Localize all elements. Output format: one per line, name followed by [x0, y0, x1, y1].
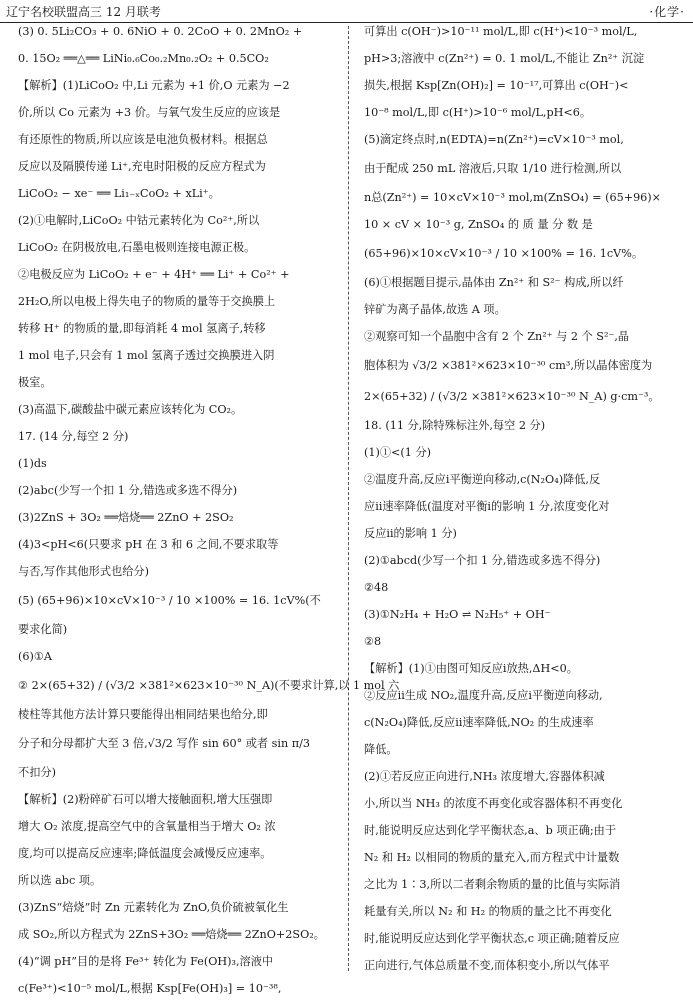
- text-line: 极室。: [18, 376, 52, 389]
- formula-line: (65+96)×10×cV×10⁻³ / 10 ×100% = 16. 1cV%。: [364, 247, 644, 260]
- text-line: 10⁻⁸ mol/L,即 c(H⁺)>10⁻⁶ mol/L,pH<6。: [364, 106, 592, 119]
- text-line: 2H₂O,所以电极上得失电子的物质的量等于交换膜上: [18, 295, 276, 308]
- text-line: 0. 15O₂ ══△══ LiNi₀.₆Co₀.₂Mn₀.₂O₂ + 0.5CO₂: [18, 52, 269, 65]
- text-line: 应ⅱ速率降低(温度对平衡ⅰ的影响 1 分,浓度变化对: [364, 500, 610, 513]
- text-line: (3) 0. 5Li₂CO₃ + 0. 6NiO + 0. 2CoO + 0. 2MnO₂ +: [18, 25, 303, 38]
- text-line: ②观察可知一个晶胞中含有 2 个 Zn²⁺ 与 2 个 S²⁻,晶: [364, 330, 630, 343]
- text-line: 反应ⅱ的影响 1 分): [364, 527, 457, 540]
- text-line: 【解析】(1)①由图可知反应ⅰ放热,ΔH<0。: [364, 662, 578, 675]
- text-line: 度,均可以提高反应速率;降低温度会减慢反应速率。: [18, 847, 272, 860]
- text-line: 价,所以 Co 元素为 +3 价。与氧气发生反应的应该是: [18, 106, 281, 119]
- text-line: c(N₂O₄)降低,反应ⅱ速率降低,NO₂ 的生成速率: [364, 716, 594, 729]
- text-line: 有还原性的物质,所以应该是电池负极材料。根据总: [18, 133, 268, 146]
- text-line: 与否,写作其他形式也给分): [18, 565, 149, 578]
- right-column: [364, 24, 674, 985]
- text-line: (2)①abcd(少写一个扣 1 分,错选或多选不得分): [364, 554, 601, 567]
- text-line: 【解析】(1)LiCoO₂ 中,Li 元素为 +1 价,O 元素为 −2: [18, 79, 290, 92]
- text-line: 10 × cV × 10⁻³ g, ZnSO₄ 的 质 量 分 数 是: [364, 218, 593, 231]
- text-line: (6)①A: [18, 650, 52, 663]
- text-line: (6)①根据题目提示,晶体由 Zn²⁺ 和 S²⁻ 构成,所以纤: [364, 276, 624, 289]
- text-line: (2)abc(少写一个扣 1 分,错选或多选不得分): [18, 484, 238, 497]
- text-line: 增大 O₂ 浓度,提高空气中的含氧量相当于增大 O₂ 浓: [18, 820, 276, 833]
- formula-line: 2×(65+32) / (√3/2 ×381²×623×10⁻³⁰ N_A) g·cm⁻³。: [364, 390, 660, 403]
- text-line: 锌矿为离子晶体,故选 A 项。: [364, 303, 506, 316]
- text-line: 反应以及隔膜传递 Li⁺,充电时阳极的反应方程式为: [18, 160, 266, 173]
- text-line: 耗量有关,所以 N₂ 和 H₂ 的物质的量之比不再变化: [364, 905, 612, 918]
- text-line: 不扣分): [18, 766, 56, 779]
- text-line: LiCoO₂ 在阴极放电,石墨电极则连接电源正极。: [18, 241, 256, 254]
- text-line: (1)①<(1 分): [364, 446, 431, 459]
- page-header: [0, 0, 693, 23]
- text-line: (1)ds: [18, 457, 47, 470]
- text-line: 1 mol 电子,只会有 1 mol 氢离子透过交换膜进入阴: [18, 349, 275, 362]
- text-line: 小,所以当 NH₃ 的浓度不再变化或容器体积不再变化: [364, 797, 623, 810]
- text-line: pH>3;溶液中 c(Zn²⁺) = 0. 1 mol/L,不能让 Zn²⁺ 沉淀: [364, 52, 645, 65]
- text-line: ②8: [364, 635, 382, 648]
- text-line: 所以选 abc 项。: [18, 874, 102, 887]
- question-heading: 18. (11 分,除特殊标注外,每空 2 分): [364, 419, 546, 432]
- text-line: 成 SO₂,所以方程式为 2ZnS+3O₂ ══焙烧══ 2ZnO+2SO₂。: [18, 928, 325, 941]
- text-line: (2)①若反应正向进行,NH₃ 浓度增大,容器体积减: [364, 770, 605, 783]
- formula-line: 分子和分母都扩大至 3 倍,√3/2 写作 sin 60° 或者 sin π/3: [18, 737, 311, 750]
- formula-line: ② 2×(65+32) / (√3/2 ×381²×623×10⁻³⁰ N_A)(不要求计算,以 1 mol 六: [18, 679, 400, 692]
- text-line: 损失,根据 Ksp[Zn(OH)₂] = 10⁻¹⁷,可算出 c(OH⁻)<: [364, 79, 629, 92]
- text-line: ②温度升高,反应ⅰ平衡逆向移动,c(N₂O₄)降低,反: [364, 473, 601, 486]
- text-line: 时,能说明反应达到化学平衡状态,a、b 项正确;由于: [364, 824, 617, 837]
- text-line: (5)滴定终点时,n(EDTA)=n(Zn²⁺)=cV×10⁻³ mol,: [364, 133, 624, 146]
- text-line: ②电极反应为 LiCoO₂ + e⁻ + 4H⁺ ══ Li⁺ + Co²⁺ +: [18, 268, 290, 281]
- text-line: 【解析】(2)粉碎矿石可以增大接触面积,增大压强即: [18, 793, 273, 806]
- text-line: ②反应ⅱ生成 NO₂,温度升高,反应ⅰ平衡逆向移动,: [364, 689, 603, 702]
- text-line: (2)①电解时,LiCoO₂ 中钴元素转化为 Co²⁺,所以: [18, 214, 260, 227]
- text-line: n总(Zn²⁺) = 10×cV×10⁻³ mol,m(ZnSO₄) = (65+96)×: [364, 191, 662, 204]
- text-line: 时,能说明反应达到化学平衡状态,c 项正确;随着反应: [364, 932, 620, 945]
- text-line: 降低。: [364, 743, 398, 756]
- text-line: (4)“调 pH”目的是将 Fe³⁺ 转化为 Fe(OH)₃,溶液中: [18, 955, 274, 968]
- text-line: (3)①N₂H₄ + H₂O ⇌ N₂H₅⁺ + OH⁻: [364, 608, 551, 621]
- text-line: 棱柱等其他方法计算只要能得出相同结果也给分,即: [18, 708, 268, 721]
- text-line: (3)2ZnS + 3O₂ ══焙烧══ 2ZnO + 2SO₂: [18, 511, 234, 524]
- text-line: (3)ZnS“焙烧”时 Zn 元素转化为 ZnO,负价硫被氧化生: [18, 901, 289, 914]
- text-line: (4)3<pH<6(只要求 pH 在 3 和 6 之间,不要求取等: [18, 538, 279, 551]
- formula-line: (5) (65+96)×10×cV×10⁻³ / 10 ×100% = 16. 1cV%(不: [18, 594, 321, 607]
- formula-line: 由于配成 250 mL 溶液后,只取 1/10 进行检测,所以: [364, 162, 622, 175]
- question-heading: 17. (14 分,每空 2 分): [18, 430, 129, 443]
- subject-label: ·化学·: [649, 5, 685, 19]
- text-line: 可算出 c(OH⁻)>10⁻¹¹ mol/L,即 c(H⁺)<10⁻³ mol/L,: [364, 25, 638, 38]
- text-line: ②48: [364, 581, 389, 594]
- text-line: (3)高温下,碳酸盐中碳元素应该转化为 CO₂。: [18, 403, 243, 416]
- text-line: 之比为 1∶3,所以二者剩余物质的量的比值与实际消: [364, 878, 621, 891]
- text-line: N₂ 和 H₂ 以相同的物质的量充入,而方程式中计量数: [364, 851, 620, 864]
- text-line: 正向进行,气体总质量不变,而体积变小,所以气体平: [364, 959, 610, 972]
- text-line: 转移 H⁺ 的物质的量,即每消耗 4 mol 氢离子,转移: [18, 322, 266, 335]
- text-line: c(Fe³⁺)<10⁻⁵ mol/L,根据 Ksp[Fe(OH)₃] = 10⁻³⁸,: [18, 982, 282, 995]
- formula-line: 胞体积为 √3/2 ×381²×623×10⁻³⁰ cm³,所以晶体密度为: [364, 359, 653, 372]
- exam-title: 辽宁名校联盟高三 12 月联考: [6, 5, 161, 19]
- column-divider: [348, 26, 349, 971]
- text-line: LiCoO₂ − xe⁻ ══ Li₁₋ₓCoO₂ + xLi⁺。: [18, 187, 220, 200]
- text-line: 要求化简): [18, 623, 68, 636]
